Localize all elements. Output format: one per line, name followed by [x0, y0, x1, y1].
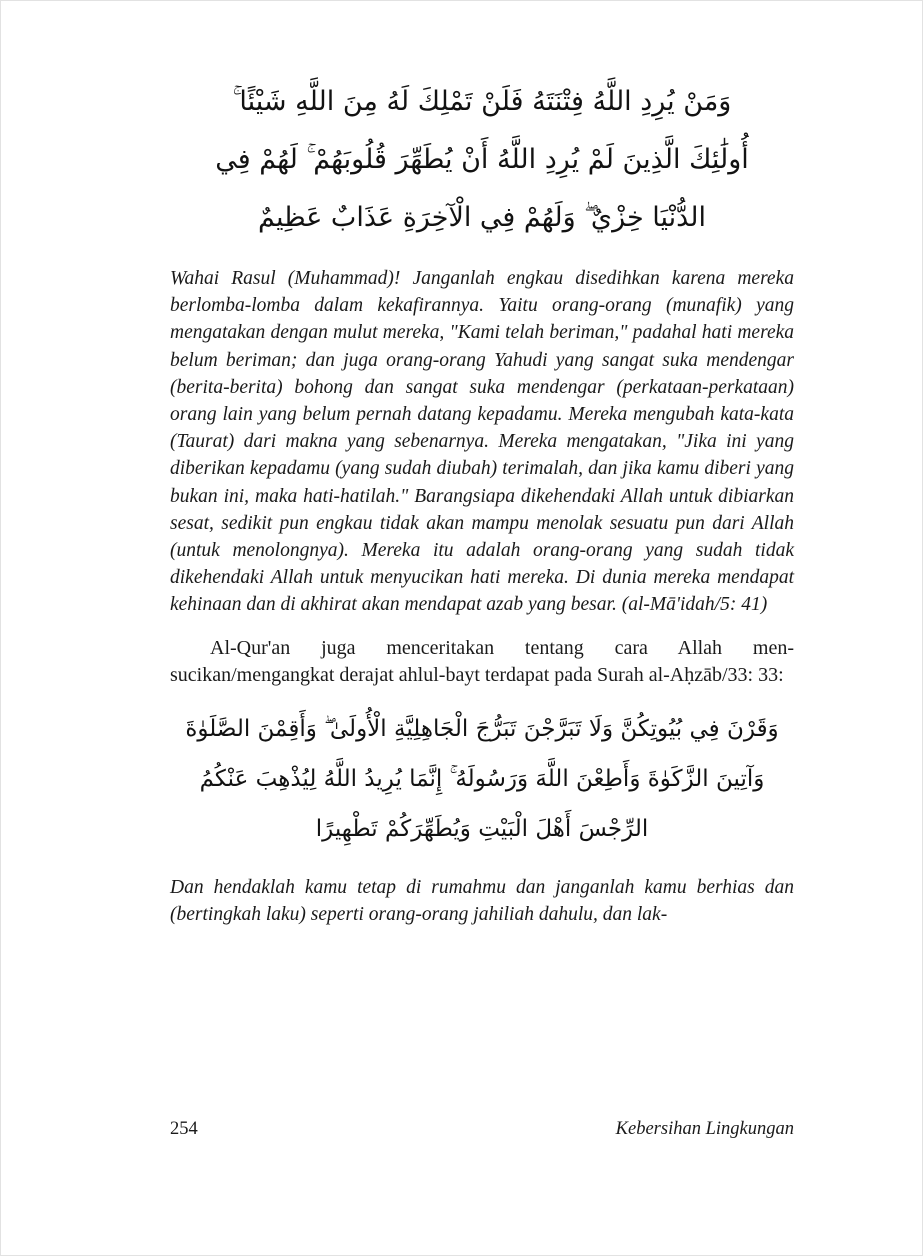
arabic-verse-line: وَآتِينَ الزَّكَوٰةَ وَأَطِعْنَ اللَّهَ وَرَسُولَهُ ۚ إِنَّمَا يُرِيدُ اللَّهُ لِيُذْهِبَ عَنْكُمُ	[199, 765, 765, 792]
page-content	[170, 73, 794, 928]
page-number: 254	[170, 1119, 198, 1139]
arabic-verse-line: الرِّجْسَ أَهْلَ الْبَيْتِ وَيُطَهِّرَكُمْ تَطْهِيرًا	[315, 815, 649, 842]
arabic-verse-line: وَقَرْنَ فِي بُيُوتِكُنَّ وَلَا تَبَرَّجْنَ تَبَرُّجَ الْجَاهِلِيَّةِ الْأُولَىٰ ۖ وَأَقِمْنَ الصَّلَوٰةَ	[185, 715, 779, 742]
quran-verse-al-ahzab	[170, 704, 794, 854]
arabic-verse-line: الدُّنْيَا خِزْيٌ ۖ وَلَهُمْ فِي الْآخِرَةِ عَذَابٌ عَظِيمٌ	[257, 202, 707, 233]
page-footer	[170, 1119, 794, 1140]
translation-al-ahzab: Dan hendaklah kamu tetap di rumahmu dan janganlah kamu berhias dan (bertingkah laku) seperti orang-orang jahiliah dahulu, dan lak-	[170, 876, 794, 925]
running-title: Kebersihan Lingkungan	[615, 1119, 794, 1139]
translation-al-maidah: Wahai Rasul (Muhammad)! Janganlah engkau disedihkan karena mereka berlomba-lomba dalam kekafirannya. Yaitu orang-orang (munafik) yang mengatakan dengan mulut mereka, "Kami telah beriman," padahal hati mereka belum beriman; dan juga orang-orang Yahudi yang sangat suka mendengar (berita-berita) bohong dan sangat suka mendengar (perkataan-perkataan) orang lain yang belum pernah datang kepadamu. Mereka mengubah kata-kata (Taurat) dari makna yang sebenarnya. Mereka mengatakan, "Jika ini yang diberikan kepadamu (yang sudah diubah) terimalah, dan jika kamu diberi yang bukan ini, maka hati-hatilah." Barangsiapa dikehendaki Allah untuk dibiarkan sesat, sedikit pun engkau tidak akan mampu menolak sesuatu pun dari Allah (untuk menolongnya). Mereka itu adalah orang-orang yang sudah tidak dikehendaki Allah untuk menyucikan hati mereka. Di dunia mereka mendapat kehinaan dan di akhirat akan mendapat azab yang besar. (al-Mā'idah/5: 41)	[170, 268, 794, 616]
intro-paragraph: Al-Qur'an juga menceritakan tentang cara Allah men-sucikan/mengangkat derajat ahlul-bayt terdapat pada Surah al-Aḥzāb/33: 33:	[170, 636, 794, 687]
arabic-verse-line: أُولَٰئِكَ الَّذِينَ لَمْ يُرِدِ اللَّهُ أَنْ يُطَهِّرَ قُلُوبَهُمْ ۚ لَهُمْ فِي	[215, 144, 749, 175]
arabic-verse-line: وَمَنْ يُرِدِ اللَّهُ فِتْنَتَهُ فَلَنْ تَمْلِكَ لَهُ مِنَ اللَّهِ شَيْئًا ۚ	[232, 86, 732, 117]
quran-verse-al-maidah	[170, 73, 794, 247]
